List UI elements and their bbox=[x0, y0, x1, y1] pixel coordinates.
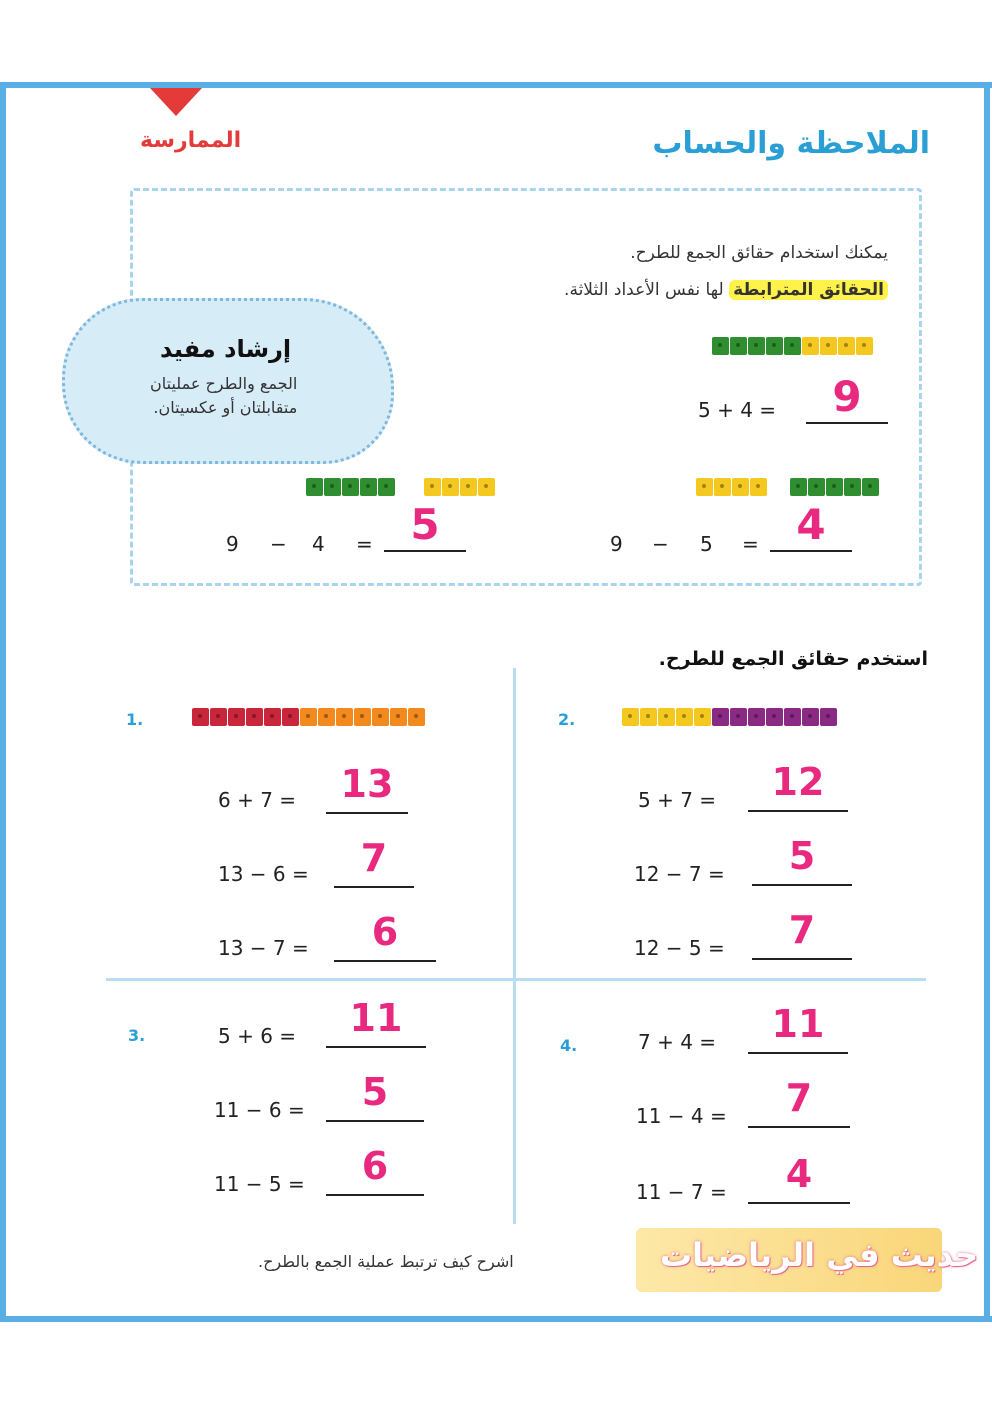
cube-icon bbox=[712, 708, 729, 726]
cube-icon bbox=[748, 708, 765, 726]
problem-4-row-3-expr: 11 − 7 = bbox=[636, 1180, 727, 1204]
intro-line-1: يمكنك استخدام حقائق الجمع للطرح. bbox=[630, 243, 888, 263]
cube-icon bbox=[808, 478, 825, 496]
tip-line-2: متقابلتان أو عكسيتان. bbox=[153, 398, 298, 417]
example-sub2-answer: 5 bbox=[410, 500, 440, 549]
page-frame-left bbox=[0, 82, 6, 1322]
problem-1-row-2-expr: 13 − 6 = bbox=[218, 862, 309, 886]
tip-line-1: الجمع والطرح عمليتان bbox=[150, 374, 298, 393]
cube-icon bbox=[696, 478, 713, 496]
problem-1-number: 1. bbox=[126, 710, 144, 729]
cube-icon bbox=[820, 708, 837, 726]
problem-2-row-3-answer: 7 bbox=[788, 908, 816, 952]
cube-icon bbox=[802, 337, 819, 355]
cube-icon bbox=[732, 478, 749, 496]
answer-line bbox=[326, 812, 408, 814]
problem-1-row-3-expr: 13 − 7 = bbox=[218, 936, 309, 960]
problem-1-row-2-answer: 7 bbox=[360, 836, 388, 880]
cube-icon bbox=[766, 708, 783, 726]
problem-2-row-3-expr: 12 − 5 = bbox=[634, 936, 725, 960]
problem-4-row-3-answer: 4 bbox=[785, 1152, 813, 1196]
cube-icon bbox=[730, 337, 747, 355]
cube-train-5-plus-7 bbox=[622, 708, 838, 730]
answer-line bbox=[806, 422, 888, 424]
answer-line bbox=[326, 1046, 426, 1048]
intro-line-2-rest: لها نفس الأعداد الثلاثة. bbox=[564, 280, 730, 300]
cube-icon bbox=[460, 478, 477, 496]
problem-2-row-2-expr: 12 − 7 = bbox=[634, 862, 725, 886]
cube-icon bbox=[342, 478, 359, 496]
problem-3-row-3-expr: 11 − 5 = bbox=[214, 1172, 305, 1196]
cube-icon bbox=[264, 708, 281, 726]
cube-icon bbox=[360, 478, 377, 496]
example-add-answer: 9 bbox=[832, 372, 862, 421]
answer-line bbox=[326, 1120, 424, 1122]
cube-icon bbox=[784, 708, 801, 726]
divider-vertical bbox=[513, 668, 516, 1224]
problem-3-number: 3. bbox=[128, 1026, 146, 1045]
problem-3-row-3-answer: 6 bbox=[361, 1144, 389, 1188]
cube-icon bbox=[640, 708, 657, 726]
talk-math-label: حديث في الرياضيات bbox=[660, 1236, 979, 1274]
cube-icon bbox=[306, 478, 323, 496]
problem-3-row-1-answer: 11 bbox=[349, 996, 403, 1040]
cube-icon bbox=[694, 708, 711, 726]
answer-line bbox=[326, 1194, 424, 1196]
cube-train-6-plus-7 bbox=[192, 708, 426, 730]
practice-label: الممارسة bbox=[140, 128, 242, 153]
page-title: الملاحظة والحساب bbox=[652, 126, 930, 161]
cube-icon bbox=[424, 478, 441, 496]
example-add-expr: 5 + 4 = bbox=[698, 398, 777, 422]
answer-line bbox=[334, 886, 414, 888]
cube-icon bbox=[820, 337, 837, 355]
problem-2-number: 2. bbox=[558, 710, 576, 729]
problem-3-row-2-answer: 5 bbox=[361, 1070, 389, 1114]
cube-icon bbox=[838, 337, 855, 355]
answer-line bbox=[770, 550, 852, 552]
cube-icon bbox=[750, 478, 767, 496]
problem-1-row-1-answer: 13 bbox=[340, 762, 394, 806]
cube-icon bbox=[766, 337, 783, 355]
talk-math-text: اشرح كيف ترتبط عملية الجمع بالطرح. bbox=[258, 1252, 514, 1271]
page-frame-right bbox=[984, 82, 990, 1322]
answer-line bbox=[748, 810, 848, 812]
cube-icon bbox=[730, 708, 747, 726]
example-sub2-b: 4 bbox=[312, 532, 325, 556]
problem-4-number: 4. bbox=[560, 1036, 578, 1055]
cube-icon bbox=[714, 478, 731, 496]
example-sub1-a: 9 bbox=[610, 532, 623, 556]
answer-line bbox=[748, 1052, 848, 1054]
example-sub2-a: 9 bbox=[226, 532, 239, 556]
cube-icon bbox=[862, 478, 879, 496]
cube-icon bbox=[844, 478, 861, 496]
cube-icon bbox=[442, 478, 459, 496]
intro-line-2 bbox=[564, 280, 888, 300]
cube-icon bbox=[478, 478, 495, 496]
related-facts-highlight: الحقائق المترابطة bbox=[729, 280, 888, 300]
cube-train-4-yellow bbox=[696, 478, 768, 500]
cube-icon bbox=[390, 708, 407, 726]
example-sub1-eq: = bbox=[742, 532, 759, 556]
cube-icon bbox=[318, 708, 335, 726]
cube-train-4-yellow-b bbox=[424, 478, 496, 500]
example-sub1-b: 5 bbox=[700, 532, 713, 556]
cube-icon bbox=[748, 337, 765, 355]
cube-icon bbox=[246, 708, 263, 726]
ribbon-icon bbox=[150, 88, 202, 116]
problem-1-row-3-answer: 6 bbox=[371, 910, 399, 954]
tip-title: إرشاد مفيد bbox=[160, 335, 292, 363]
cube-icon bbox=[826, 478, 843, 496]
cube-icon bbox=[282, 708, 299, 726]
cube-train-5-plus-4 bbox=[712, 337, 874, 359]
problem-4-row-1-expr: 7 + 4 = bbox=[638, 1030, 717, 1054]
answer-line bbox=[752, 884, 852, 886]
cube-icon bbox=[802, 708, 819, 726]
tip-text bbox=[150, 372, 297, 420]
cube-icon bbox=[408, 708, 425, 726]
cube-icon bbox=[856, 337, 873, 355]
answer-line bbox=[334, 960, 436, 962]
cube-icon bbox=[354, 708, 371, 726]
cube-icon bbox=[676, 708, 693, 726]
problem-1-row-1-expr: 6 + 7 = bbox=[218, 788, 297, 812]
example-sub1-answer: 4 bbox=[796, 500, 826, 549]
problem-4-row-1-answer: 11 bbox=[771, 1002, 825, 1046]
problem-2-row-1-answer: 12 bbox=[771, 760, 825, 804]
cube-icon bbox=[712, 337, 729, 355]
problem-2-row-1-expr: 5 + 7 = bbox=[638, 788, 717, 812]
problem-4-row-2-answer: 7 bbox=[785, 1076, 813, 1120]
cube-icon bbox=[790, 478, 807, 496]
answer-line bbox=[752, 958, 852, 960]
example-sub1-op: − bbox=[652, 532, 669, 556]
page-frame-bottom bbox=[0, 1316, 992, 1322]
cube-icon bbox=[622, 708, 639, 726]
instruction: استخدم حقائق الجمع للطرح. bbox=[658, 648, 928, 670]
cube-train-5-green bbox=[790, 478, 880, 500]
example-sub2-eq: = bbox=[356, 532, 373, 556]
answer-line bbox=[748, 1126, 850, 1128]
answer-line bbox=[748, 1202, 850, 1204]
problem-4-row-2-expr: 11 − 4 = bbox=[636, 1104, 727, 1128]
page-frame-top bbox=[0, 82, 992, 88]
answer-line bbox=[384, 550, 466, 552]
cube-icon bbox=[228, 708, 245, 726]
cube-train-5-green-b bbox=[306, 478, 396, 500]
cube-icon bbox=[658, 708, 675, 726]
cube-icon bbox=[336, 708, 353, 726]
example-sub2-op: − bbox=[270, 532, 287, 556]
cube-icon bbox=[300, 708, 317, 726]
cube-icon bbox=[210, 708, 227, 726]
cube-icon bbox=[324, 478, 341, 496]
problem-2-row-2-answer: 5 bbox=[788, 834, 816, 878]
cube-icon bbox=[378, 478, 395, 496]
problem-3-row-2-expr: 11 − 6 = bbox=[214, 1098, 305, 1122]
divider-horizontal bbox=[106, 978, 926, 981]
problem-3-row-1-expr: 5 + 6 = bbox=[218, 1024, 297, 1048]
cube-icon bbox=[372, 708, 389, 726]
cube-icon bbox=[192, 708, 209, 726]
cube-icon bbox=[784, 337, 801, 355]
